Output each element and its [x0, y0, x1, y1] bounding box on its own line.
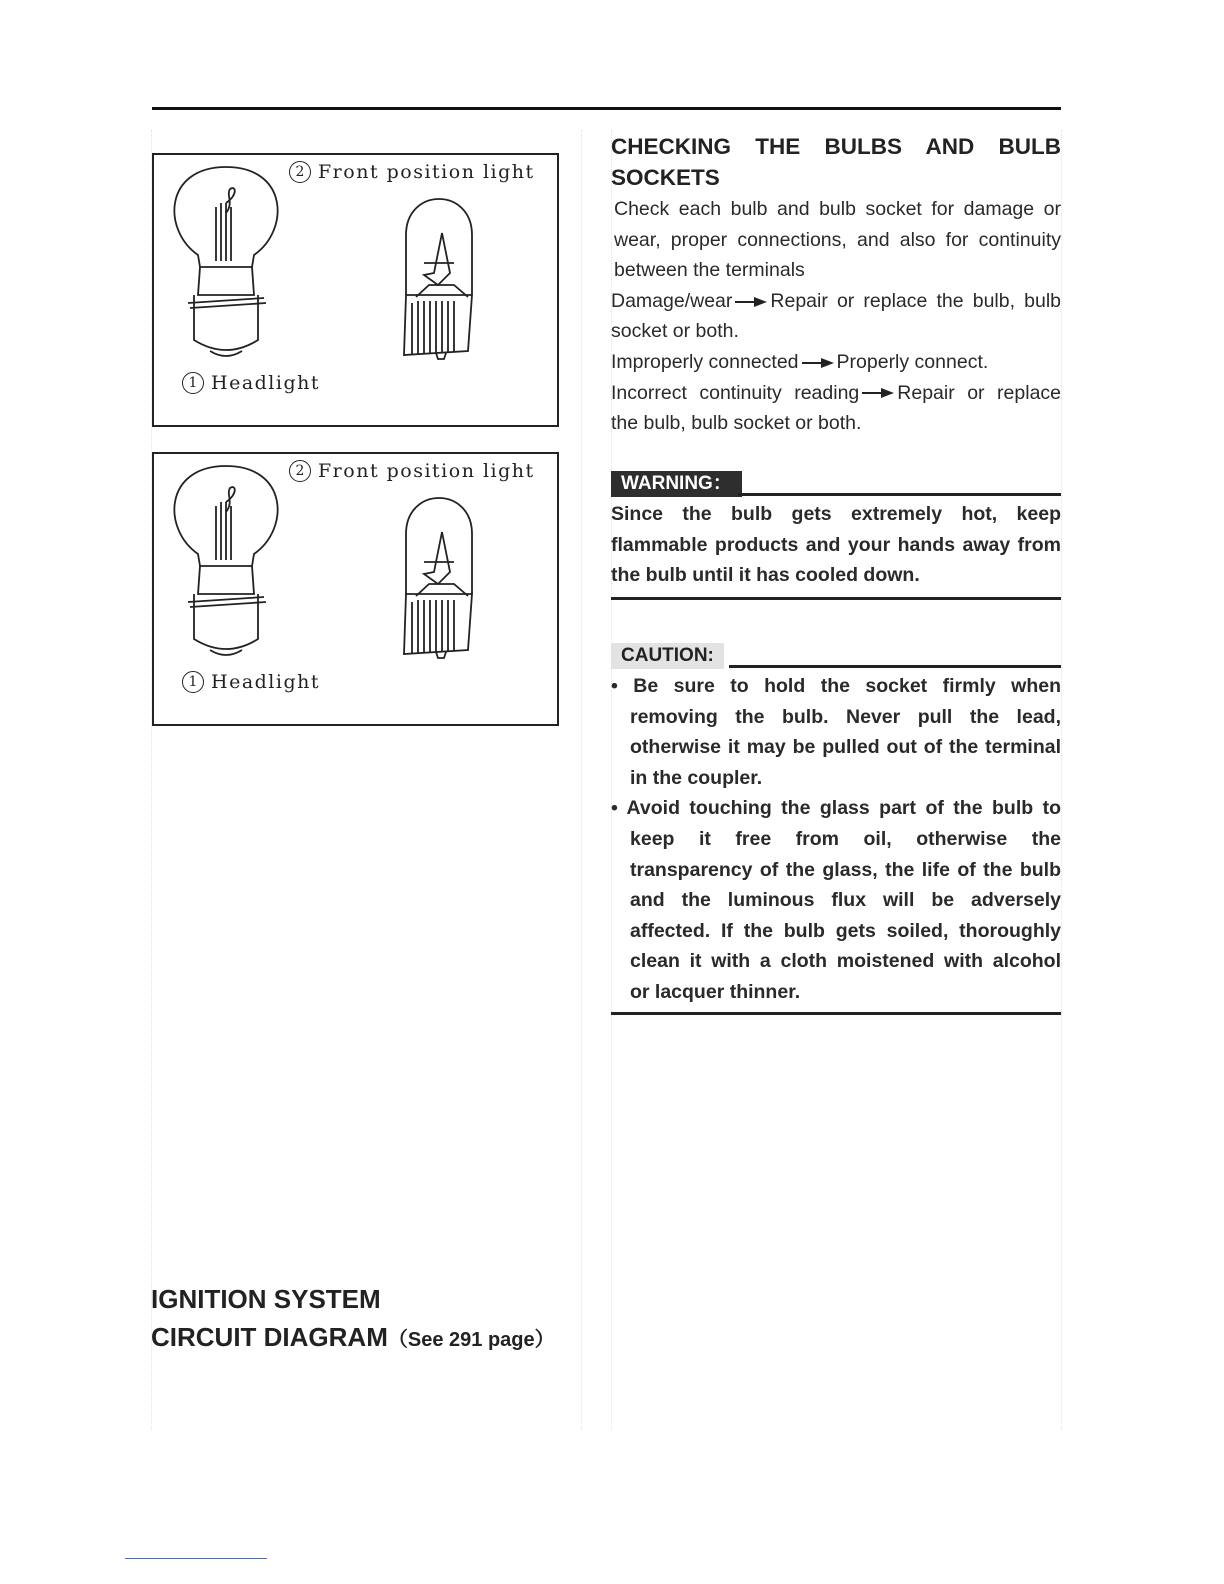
- caution-rule: [729, 665, 1061, 668]
- front-position-light-label: [289, 460, 535, 482]
- arrow-right-icon: [861, 387, 895, 399]
- heading-text: CIRCUIT DIAGRAM: [151, 1322, 388, 1352]
- arrow-right-icon: [801, 357, 835, 369]
- text-line: clean it with a cloth moistened with alcohol: [630, 950, 1061, 973]
- footer-link-underline: [125, 1558, 267, 1559]
- text-line: socket or both.: [611, 320, 739, 343]
- text-line: affected. If the bulb gets soiled, thoroughly: [630, 919, 1061, 942]
- label-text: Headlight: [211, 372, 320, 394]
- condition-text: Incorrect continuity reading: [611, 381, 860, 404]
- callout-number: 1: [182, 671, 204, 693]
- warning-rule: [738, 493, 1061, 496]
- text-line: removing the bulb. Never pull the lead,: [630, 705, 1061, 728]
- text-line: transparency of the glass, the life of the bulb: [630, 858, 1061, 881]
- check-procedure: [611, 194, 1061, 439]
- warning-tag: WARNING：: [611, 471, 742, 497]
- text-line: in the coupler.: [630, 766, 763, 789]
- title-line: CHECKING THE BULBS AND BULB: [611, 134, 1061, 159]
- bulb-figure-2: [152, 452, 559, 726]
- column-guide: [581, 130, 582, 1430]
- text-line: keep it free from oil, otherwise the: [630, 827, 1061, 850]
- caution-tag: CAUTION:: [611, 643, 724, 669]
- text-line: between the terminals: [614, 259, 805, 282]
- front-position-light-label: [289, 161, 535, 183]
- damage-result-line: [611, 286, 1061, 317]
- arrow-right-icon: [734, 296, 768, 308]
- label-text: Front position light: [318, 161, 535, 183]
- text-line: and the luminous flux will be adversely: [630, 889, 1061, 912]
- label-text: Headlight: [211, 671, 320, 693]
- page-reference: （See 291 page）: [387, 1329, 555, 1351]
- action-text: Repair or replace the bulb, bulb: [770, 289, 1061, 312]
- ignition-heading: IGNITION SYSTEM: [151, 1284, 381, 1314]
- bulb-figure-1: [152, 153, 559, 427]
- text-line: Since the bulb gets extremely hot, keep: [611, 503, 1061, 525]
- text-line: • Avoid touching the glass part of the bulb to: [611, 797, 1061, 820]
- text-line: • Be sure to hold the socket firmly when: [611, 675, 1061, 697]
- text-line: Check each bulb and bulb socket for damage or: [614, 198, 1061, 220]
- column-guide: [1061, 130, 1062, 1430]
- text-line: the bulb, bulb socket or both.: [611, 412, 862, 435]
- label-text: Front position light: [318, 460, 535, 482]
- text-line: the bulb until it has cooled down.: [611, 564, 920, 587]
- text-line: or lacquer thinner.: [630, 980, 801, 1003]
- headlight-label: [182, 372, 320, 394]
- warning-text: [611, 499, 1061, 591]
- section-title: [611, 131, 1061, 193]
- caution-end-rule: [611, 1012, 1061, 1015]
- improper-result-line: [611, 347, 1061, 378]
- text-line: wear, proper connections, and also for continuity: [614, 228, 1061, 251]
- continuity-result-line: [611, 378, 1061, 409]
- warning-end-rule: [611, 597, 1061, 600]
- top-rule: [152, 107, 1061, 110]
- headlight-label: [182, 671, 320, 693]
- callout-number: 1: [182, 372, 204, 394]
- callout-number: 2: [289, 460, 311, 482]
- circuit-diagram-heading: [151, 1322, 555, 1353]
- title-line: SOCKETS: [611, 165, 720, 190]
- caution-text: [611, 671, 1061, 1008]
- condition-text: Improperly connected: [611, 350, 799, 373]
- text-line: otherwise it may be pulled out of the terminal: [630, 736, 1061, 759]
- action-text: Repair or replace: [897, 381, 1062, 404]
- condition-text: Damage/wear: [611, 289, 733, 312]
- callout-number: 2: [289, 161, 311, 183]
- action-text: Properly connect.: [836, 350, 989, 373]
- text-line: flammable products and your hands away from: [611, 533, 1061, 556]
